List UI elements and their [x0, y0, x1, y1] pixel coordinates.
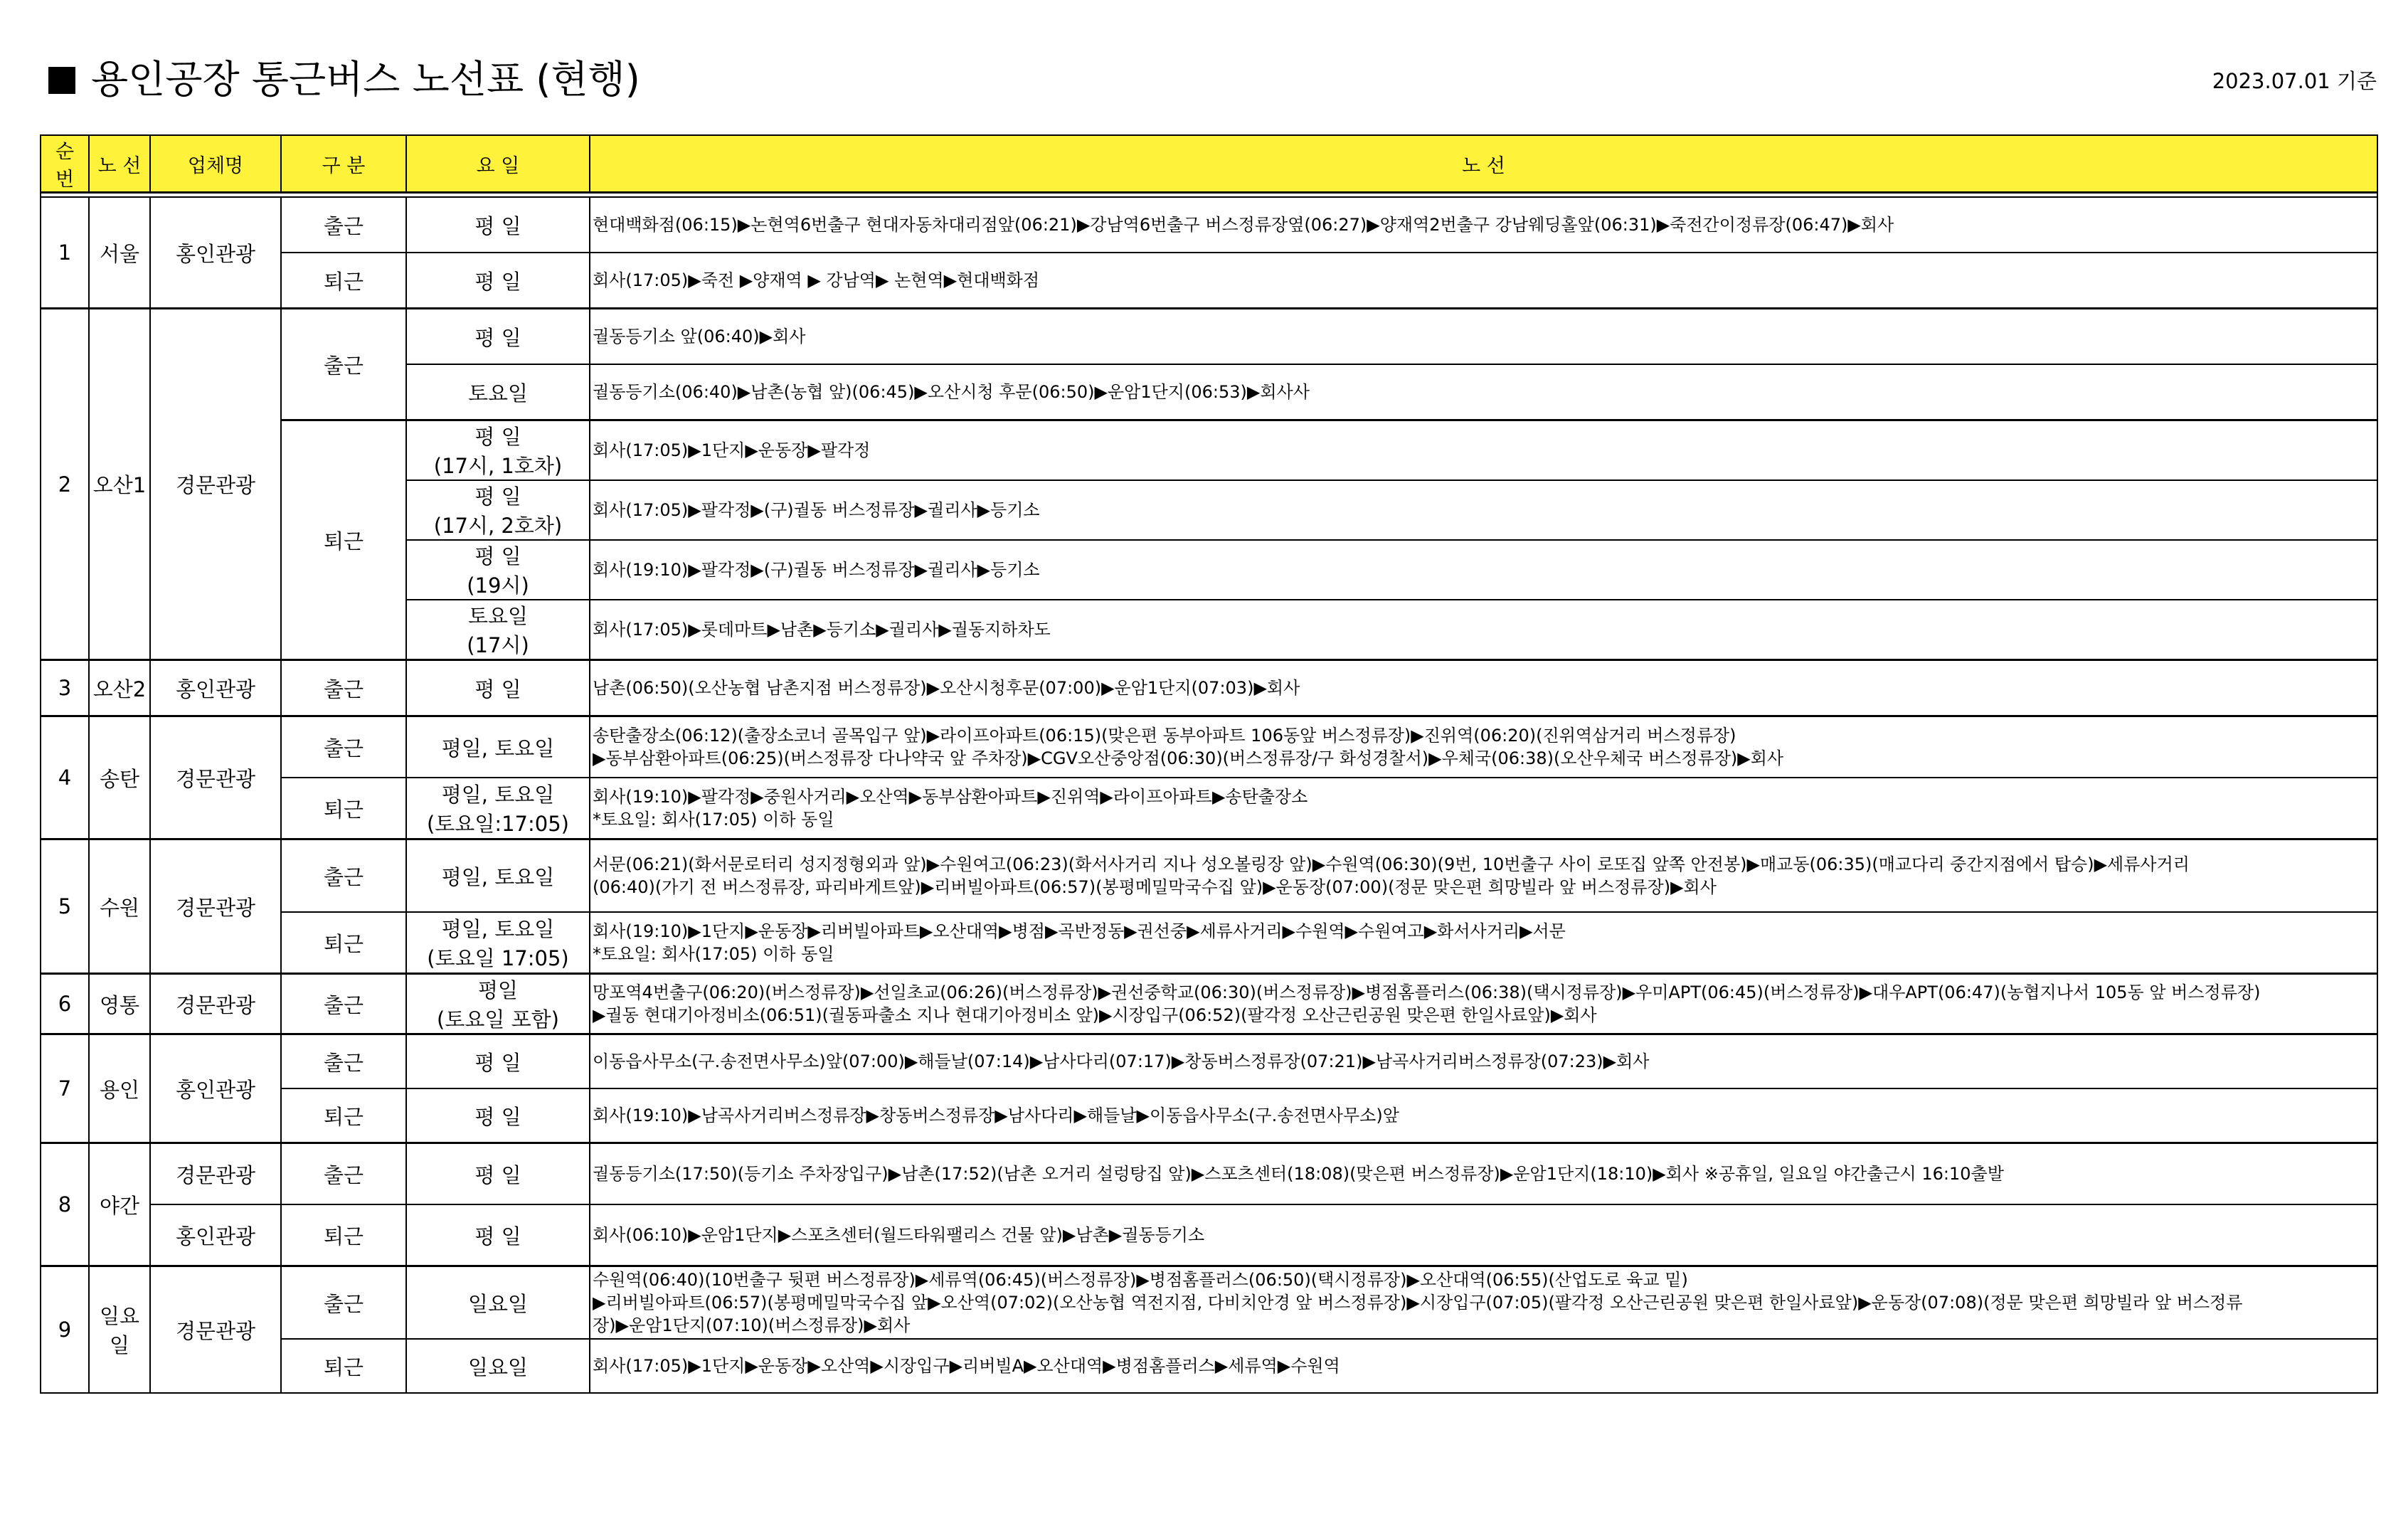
route-line: 수원	[89, 839, 150, 974]
route-stops: 회사(19:10)▶팔각정▶중원사거리▶오산역▶동부삼환아파트▶진위역▶라이프아파트▶송탄출장소 *토요일: 회사(17:05) 이하 동일	[590, 778, 2377, 839]
route-no: 7	[41, 1034, 89, 1143]
bus-route-table	[40, 134, 2378, 1394]
route-day: 평 일	[406, 1204, 590, 1266]
route-type: 퇴근	[281, 1204, 406, 1266]
route-stops: 회사(19:10)▶남곡사거리버스정류장▶창동버스정류장▶남사다리▶해들날▶이동읍사무소(구.송전면사무소)앞	[590, 1088, 2377, 1143]
route-line: 야간	[89, 1143, 150, 1266]
route-type: 출근	[281, 974, 406, 1034]
route-stops: 회사(19:10)▶팔각정▶(구)궐동 버스정류장▶궐리사▶등기소	[590, 540, 2377, 600]
route-stops: 궐동등기소(06:40)▶남촌(농협 앞)(06:45)▶오산시청 후문(06:50)▶운암1단지(06:53)▶회사사	[590, 364, 2377, 420]
route-type: 출근	[281, 309, 406, 420]
route-company: 경문관광	[150, 1266, 281, 1394]
table-row	[41, 778, 2377, 839]
route-no: 3	[41, 660, 89, 716]
table-row	[41, 912, 2377, 974]
route-stops: 망포역4번출구(06:20)(버스정류장)▶선일초교(06:26)(버스정류장)▶권선중학교(06:30)(버스정류장)▶병점홈플러스(06:38)(택시정류장)▶우미APT(06:45)(버스정류장)▶대우APT(06:47)(농협지나서 105동 앞 버스정류장) ▶궐동 현대기아정비소(06:51)(궐동파출소 지나 현대기아정비소 앞)▶시장입구(06:52)(팔각정 오산근린공원 맞은편 한일사료앞)▶회사	[590, 974, 2377, 1034]
route-line: 오산2	[89, 660, 150, 716]
route-stops: 이동읍사무소(구.송전면사무소)앞(07:00)▶해들날(07:14)▶남사다리(07:17)▶창동버스정류장(07:21)▶남곡사거리버스정류장(07:23)▶회사	[590, 1034, 2377, 1089]
route-no: 4	[41, 716, 89, 839]
table-row	[41, 1266, 2377, 1340]
route-stops: 회사(17:05)▶팔각정▶(구)궐동 버스정류장▶궐리사▶등기소	[590, 480, 2377, 540]
route-stops: 현대백화점(06:15)▶논현역6번출구 현대자동차대리점앞(06:21)▶강남역6번출구 버스정류장옆(06:27)▶양재역2번출구 강남웨딩홀앞(06:31)▶죽전간이정류장(06:47)▶회사	[590, 197, 2377, 253]
route-stops: 회사(17:05)▶롯데마트▶남촌▶등기소▶궐리사▶궐동지하차도	[590, 600, 2377, 660]
col-company: 업체명	[150, 135, 281, 193]
route-day: 평 일	[406, 660, 590, 716]
route-type: 퇴근	[281, 420, 406, 660]
table-row	[41, 839, 2377, 913]
route-stops: 송탄출장소(06:12)(출장소코너 골목입구 앞)▶라이프아파트(06:15)(맞은편 동부아파트 106동앞 버스정류장)▶진위역(06:20)(진위역삼거리 버스정류장) ▶동부삼환아파트(06:25)(버스정류장 다나약국 앞 주차장)▶CGV오산중앙점(06:30)(버스정류장/구 화성경찰서)▶우체국(06:38)(오산우체국 버스정류장)▶회사	[590, 716, 2377, 778]
route-type: 출근	[281, 1034, 406, 1089]
table-row	[41, 1339, 2377, 1393]
route-day: 평일, 토요일 (토요일:17:05)	[406, 778, 590, 839]
table-row	[41, 253, 2377, 309]
route-company: 경문관광	[150, 309, 281, 660]
route-company: 홍인관광	[150, 1204, 281, 1266]
route-type: 출근	[281, 1266, 406, 1340]
route-day: 평 일 (19시)	[406, 540, 590, 600]
route-company: 홍인관광	[150, 660, 281, 716]
route-type: 퇴근	[281, 1088, 406, 1143]
table-row	[41, 716, 2377, 778]
route-day: 평일 (토요일 포함)	[406, 974, 590, 1034]
route-type: 출근	[281, 716, 406, 778]
table-row	[41, 1088, 2377, 1143]
route-line: 서울	[89, 197, 150, 309]
route-no: 9	[41, 1266, 89, 1394]
table-row	[41, 1034, 2377, 1089]
route-line: 송탄	[89, 716, 150, 839]
route-company: 경문관광	[150, 716, 281, 839]
route-no: 8	[41, 1143, 89, 1266]
route-no: 1	[41, 197, 89, 309]
route-company: 홍인관광	[150, 1034, 281, 1143]
route-stops: 회사(17:05)▶죽전 ▶양재역 ▶ 강남역▶ 논현역▶현대백화점	[590, 253, 2377, 309]
route-stops: 궐동등기소 앞(06:40)▶회사	[590, 309, 2377, 365]
route-line: 일요일	[89, 1266, 150, 1394]
route-type: 출근	[281, 1143, 406, 1205]
route-line: 오산1	[89, 309, 150, 660]
route-day: 일요일	[406, 1266, 590, 1340]
route-day: 평 일	[406, 1143, 590, 1205]
route-type: 출근	[281, 197, 406, 253]
route-day: 일요일	[406, 1339, 590, 1393]
table-row	[41, 197, 2377, 253]
route-stops: 수원역(06:40)(10번출구 뒷편 버스정류장)▶세류역(06:45)(버스정류장)▶병점홈플러스(06:50)(택시정류장)▶오산대역(06:55)(산업도로 육교 밑) ▶리버빌아파트(06:57)(봉평메밀막국수집 앞▶오산역(07:02)(오산농협 역전지점, 다비치안경 앞 버스정류장)▶시장입구(07:05)(팔각정 오산근린공원 맞은편 한일사료앞)▶운동장(07:08)(정문 맞은편 희망빌라 앞 버스정류 장)▶운암1단지(07:10)(버스정류장)▶회사	[590, 1266, 2377, 1340]
route-day: 토요일 (17시)	[406, 600, 590, 660]
table-row	[41, 1204, 2377, 1266]
route-company: 경문관광	[150, 839, 281, 974]
square-bullet-icon	[48, 67, 75, 94]
route-no: 6	[41, 974, 89, 1034]
route-day: 토요일	[406, 364, 590, 420]
table-row	[41, 660, 2377, 716]
route-day: 평 일	[406, 1034, 590, 1089]
route-type: 퇴근	[281, 912, 406, 974]
route-stops: 회사(17:05)▶1단지▶운동장▶팔각정	[590, 420, 2377, 481]
col-type: 구 분	[281, 135, 406, 193]
col-route: 노 선	[590, 135, 2377, 193]
route-type: 출근	[281, 839, 406, 913]
route-day: 평일, 토요일	[406, 839, 590, 913]
route-day: 평 일 (17시, 1호차)	[406, 420, 590, 481]
route-stops: 회사(06:10)▶운암1단지▶스포츠센터(월드타워팰리스 건물 앞)▶남촌▶궐동등기소	[590, 1204, 2377, 1266]
route-day: 평 일	[406, 253, 590, 309]
col-line: 노 선	[89, 135, 150, 193]
route-day: 평 일	[406, 1088, 590, 1143]
route-day: 평일, 토요일 (토요일 17:05)	[406, 912, 590, 974]
table-row	[41, 309, 2377, 365]
basis-date: 2023.07.01 기준	[2212, 69, 2377, 93]
col-no: 순 번	[41, 135, 89, 193]
route-type: 퇴근	[281, 1339, 406, 1393]
route-stops: 궐동등기소(17:50)(등기소 주차장입구)▶남촌(17:52)(남촌 오거리 설렁탕집 앞)▶스포츠센터(18:08)(맞은편 버스정류장)▶운암1단지(18:10)▶회사 ※공휴일, 일요일 야간출근시 16:10출발	[590, 1143, 2377, 1205]
table-row	[41, 974, 2377, 1034]
route-stops: 서문(06:21)(화서문로터리 성지정형외과 앞)▶수원여고(06:23)(화서사거리 지나 성오볼링장 앞)▶수원역(06:30)(9번, 10번출구 사이 로또집 앞쪽 안전봉)▶매교동(06:35)(매교다리 중간지점에서 탑승)▶세류사거리 (06:40)(가기 전 버스정류장, 파리바게트앞)▶리버빌아파트(06:57)(봉평메밀막국수집 앞)▶운동장(07:00)(정문 맞은편 희망빌라 앞 버스정류장)▶회사	[590, 839, 2377, 913]
route-no: 2	[41, 309, 89, 660]
page-title-text: 용인공장 통근버스 노선표 (현행)	[91, 57, 640, 102]
table-row	[41, 420, 2377, 481]
header-row	[41, 135, 2377, 193]
route-type: 퇴근	[281, 253, 406, 309]
route-company: 경문관광	[150, 1143, 281, 1205]
table-row	[41, 1143, 2377, 1205]
route-day: 평 일	[406, 309, 590, 365]
route-type: 퇴근	[281, 778, 406, 839]
route-day: 평 일 (17시, 2호차)	[406, 480, 590, 540]
route-day: 평 일	[406, 197, 590, 253]
route-stops: 남촌(06:50)(오산농협 남촌지점 버스정류장)▶오산시청후문(07:00)▶운암1단지(07:03)▶회사	[590, 660, 2377, 716]
page-title	[48, 51, 640, 108]
route-line: 용인	[89, 1034, 150, 1143]
route-no: 5	[41, 839, 89, 974]
route-line: 영통	[89, 974, 150, 1034]
route-stops: 회사(19:10)▶1단지▶운동장▶리버빌아파트▶오산대역▶병점▶곡반정동▶권선중▶세류사거리▶수원역▶수원여고▶화서사거리▶서문 *토요일: 회사(17:05) 이하 동일	[590, 912, 2377, 974]
route-company: 홍인관광	[150, 197, 281, 309]
route-day: 평일, 토요일	[406, 716, 590, 778]
route-company: 경문관광	[150, 974, 281, 1034]
route-type: 출근	[281, 660, 406, 716]
route-stops: 회사(17:05)▶1단지▶운동장▶오산역▶시장입구▶리버빌A▶오산대역▶병점홈플러스▶세류역▶수원역	[590, 1339, 2377, 1393]
col-day: 요 일	[406, 135, 590, 193]
